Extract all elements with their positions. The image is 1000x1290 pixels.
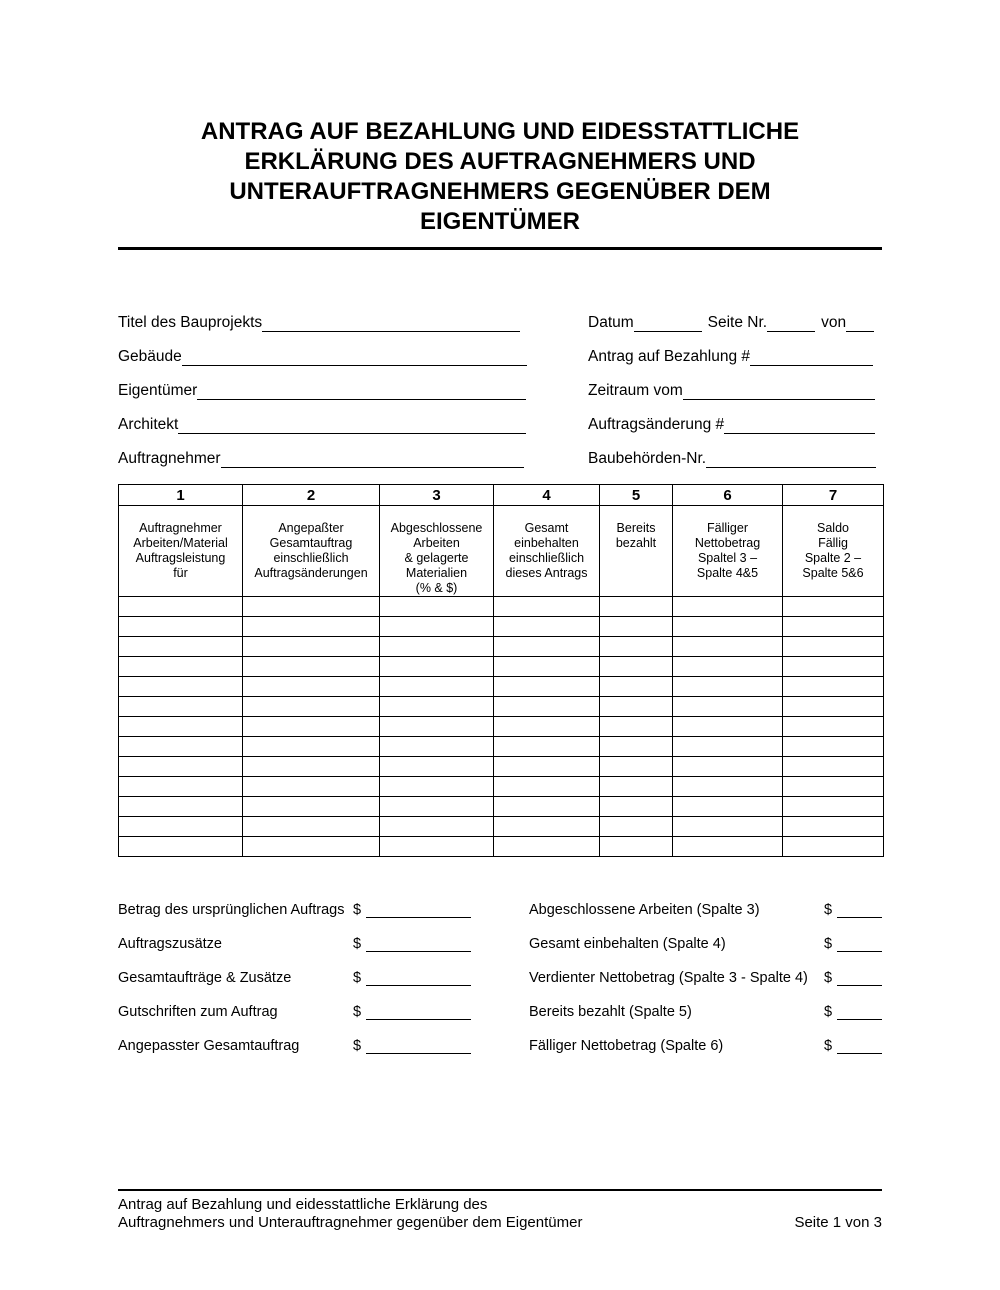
currency-symbol: $ (824, 1038, 833, 1054)
table-row (119, 737, 884, 757)
table-cell[interactable] (673, 657, 783, 677)
table-cell[interactable] (600, 677, 673, 697)
project-title-input[interactable] (262, 315, 520, 332)
currency-symbol: $ (824, 902, 833, 918)
authority-no-field[interactable] (588, 448, 876, 468)
table-row (119, 717, 884, 737)
summary-label: Gesamtaufträge & Zusätze (118, 970, 292, 986)
table-cell[interactable] (494, 797, 600, 817)
table-cell[interactable] (600, 837, 673, 857)
table-cell[interactable] (380, 817, 494, 837)
table-cell[interactable] (119, 797, 243, 817)
table-row (119, 777, 884, 797)
table-cell[interactable] (380, 717, 494, 737)
table-cell[interactable] (380, 657, 494, 677)
table-cell[interactable] (380, 697, 494, 717)
table-cell[interactable] (600, 657, 673, 677)
document-title (118, 117, 882, 237)
architect-label: Architekt (118, 416, 179, 433)
change-order-input[interactable] (724, 417, 875, 434)
footer-line: Auftragnehmers und Unterauftragnehmer gegenüber dem Eigentümer (118, 1214, 583, 1231)
building-field[interactable] (118, 346, 527, 366)
table-cell[interactable] (119, 597, 243, 617)
table-cell[interactable] (119, 837, 243, 857)
title-line: UNTERAUFTRAGNEHMERS GEGENÜBER DEM (229, 178, 771, 205)
table-cell[interactable] (380, 597, 494, 617)
table-cell[interactable] (243, 697, 380, 717)
column-number-row (119, 485, 884, 506)
column-header (380, 506, 494, 597)
table-row (119, 797, 884, 817)
change-order-field[interactable] (588, 414, 875, 434)
building-input[interactable] (182, 349, 527, 366)
header-line: Saldo (817, 521, 849, 535)
column-header (600, 506, 673, 597)
table-cell[interactable] (119, 617, 243, 637)
date-label: Datum (588, 314, 634, 331)
architect-input[interactable] (178, 417, 526, 434)
table-cell[interactable] (380, 737, 494, 757)
table-cell[interactable] (119, 697, 243, 717)
header-line: Auftragsleistung (135, 551, 226, 565)
table-cell[interactable] (243, 837, 380, 857)
owner-field[interactable] (118, 380, 526, 400)
table-cell[interactable] (494, 677, 600, 697)
header-line: (% & $) (415, 581, 458, 595)
column-header (243, 506, 380, 597)
table-cell[interactable] (783, 757, 884, 777)
table-cell[interactable] (600, 597, 673, 617)
payment-request-label: Antrag auf Bezahlung # (588, 348, 751, 365)
table-cell[interactable] (600, 737, 673, 757)
column-number: 7 (783, 485, 884, 506)
table-row (119, 837, 884, 857)
table-cell[interactable] (380, 797, 494, 817)
header-line: dieses Antrags (505, 566, 588, 580)
table-cell[interactable] (783, 737, 884, 757)
header-line: Abgeschlossene (390, 521, 483, 535)
owner-label: Eigentümer (118, 382, 198, 399)
table-cell[interactable] (494, 757, 600, 777)
table-row (119, 657, 884, 677)
table-cell[interactable] (673, 757, 783, 777)
table-row (119, 697, 884, 717)
amount-input[interactable] (837, 1019, 882, 1020)
architect-field[interactable] (118, 414, 526, 434)
currency-symbol: $ (353, 902, 362, 918)
table-cell[interactable] (600, 617, 673, 637)
table-cell[interactable] (783, 617, 884, 637)
column-header (494, 506, 600, 597)
currency-symbol: $ (353, 970, 362, 986)
payment-request-field[interactable] (588, 346, 873, 366)
table-cell[interactable] (673, 797, 783, 817)
column-number: 3 (380, 485, 494, 506)
table-cell[interactable] (494, 657, 600, 677)
header-line: bezahlt (615, 536, 657, 550)
table-cell[interactable] (243, 657, 380, 677)
column-number: 1 (119, 485, 243, 506)
amount-input[interactable] (366, 1053, 471, 1054)
table-cell[interactable] (783, 697, 884, 717)
table-cell[interactable] (380, 677, 494, 697)
footer-text (118, 1196, 582, 1232)
table-cell[interactable] (600, 817, 673, 837)
table-cell[interactable] (494, 617, 600, 637)
table-cell[interactable] (600, 797, 673, 817)
table-cell[interactable] (783, 817, 884, 837)
table-cell[interactable] (600, 717, 673, 737)
table-cell[interactable] (494, 597, 600, 617)
table-cell[interactable] (494, 837, 600, 857)
column-number: 6 (673, 485, 783, 506)
table-cell[interactable] (243, 677, 380, 697)
table-cell[interactable] (243, 737, 380, 757)
header-line: einschließlich (508, 551, 585, 565)
page-number: Seite 1 von 3 (794, 1214, 882, 1231)
column-header (783, 506, 884, 597)
currency-symbol: $ (353, 936, 362, 952)
date-page-field[interactable] (588, 312, 874, 332)
contractor-field[interactable] (118, 448, 524, 468)
amount-input[interactable] (837, 985, 882, 986)
page-no-input[interactable] (767, 315, 815, 332)
table-cell[interactable] (494, 777, 600, 797)
table-cell[interactable] (600, 697, 673, 717)
title-line: EIGENTÜMER (419, 208, 580, 235)
amount-input[interactable] (837, 1053, 882, 1054)
summary-label: Gesamt einbehalten (Spalte 4) (529, 936, 726, 952)
table-cell[interactable] (380, 777, 494, 797)
table-cell[interactable] (783, 777, 884, 797)
table-cell[interactable] (494, 717, 600, 737)
currency-symbol: $ (824, 936, 833, 952)
header-line: Auftragsänderungen (254, 566, 368, 580)
currency-symbol: $ (824, 970, 833, 986)
table-row (119, 757, 884, 777)
table-cell[interactable] (380, 757, 494, 777)
table-cell[interactable] (783, 637, 884, 657)
table-row (119, 637, 884, 657)
table-row (119, 597, 884, 617)
header-line: Spalte 5&6 (802, 566, 864, 580)
table-cell[interactable] (380, 617, 494, 637)
contractor-label: Auftragnehmer (118, 450, 221, 467)
of-label: von (821, 314, 847, 331)
table-cell[interactable] (119, 757, 243, 777)
authority-no-label: Baubehörden-Nr. (588, 450, 707, 467)
table-cell[interactable] (783, 657, 884, 677)
change-order-label: Auftragsänderung # (588, 416, 725, 433)
currency-symbol: $ (353, 1038, 362, 1054)
title-line: ERKLÄRUNG DES AUFTRAGNEHMERS UND (244, 148, 756, 175)
table-cell[interactable] (243, 617, 380, 637)
table-cell[interactable] (243, 637, 380, 657)
summary-label: Abgeschlossene Arbeiten (Spalte 3) (529, 902, 760, 918)
header-line: Gesamtauftrag (269, 536, 353, 550)
table-cell[interactable] (783, 597, 884, 617)
header-line: Gesamt (524, 521, 569, 535)
header-line: Spalte 2 – (804, 551, 862, 565)
header-line: einschließlich (273, 551, 349, 565)
table-cell[interactable] (673, 697, 783, 717)
summary-label: Angepasster Gesamtauftrag (118, 1038, 300, 1054)
summary-label: Gutschriften zum Auftrag (118, 1004, 278, 1020)
table-cell[interactable] (243, 717, 380, 737)
summary-label: Bereits bezahlt (Spalte 5) (529, 1004, 692, 1020)
table-cell[interactable] (494, 637, 600, 657)
table-cell[interactable] (243, 777, 380, 797)
column-number: 5 (600, 485, 673, 506)
table-cell[interactable] (380, 837, 494, 857)
header-line: Spaltel 3 – (697, 551, 758, 565)
table-cell[interactable] (119, 737, 243, 757)
table-cell[interactable] (119, 637, 243, 657)
header-line: Spalte 4&5 (696, 566, 759, 580)
table-cell[interactable] (673, 617, 783, 637)
table-cell[interactable] (673, 737, 783, 757)
table-cell[interactable] (673, 817, 783, 837)
column-header-row (119, 506, 884, 597)
header-line: für (173, 566, 188, 580)
table-cell[interactable] (783, 837, 884, 857)
summary-label: Fälliger Nettobetrag (Spalte 6) (529, 1038, 724, 1054)
header-line: Nettobetrag (694, 536, 761, 550)
summary-label: Verdienter Nettobetrag (Spalte 3 - Spalte 4) (529, 970, 808, 986)
table-cell[interactable] (783, 677, 884, 697)
project-title-field[interactable] (118, 312, 520, 332)
table-cell[interactable] (673, 637, 783, 657)
summary-label: Betrag des ursprünglichen Auftrags (118, 902, 345, 918)
header-line: & gelagerte (404, 551, 469, 565)
title-line: ANTRAG AUF BEZAHLUNG UND EIDESSTATTLICHE (200, 118, 800, 145)
table-row (119, 617, 884, 637)
period-from-label: Zeitraum vom (588, 382, 683, 399)
building-label: Gebäude (118, 348, 182, 365)
project-title-label: Titel des Bauprojekts (118, 314, 263, 331)
table-cell[interactable] (119, 657, 243, 677)
header-line: Fälliger (707, 521, 748, 535)
payment-request-input[interactable] (750, 349, 873, 366)
table-cell[interactable] (673, 837, 783, 857)
column-header (119, 506, 243, 597)
currency-symbol: $ (824, 1004, 833, 1020)
page-total-input[interactable] (846, 315, 874, 332)
authority-no-input[interactable] (706, 451, 876, 468)
period-from-field[interactable] (588, 380, 875, 400)
column-header (673, 506, 783, 597)
header-line: Materialien (405, 566, 468, 580)
amount-input[interactable] (837, 917, 882, 918)
table-cell[interactable] (494, 817, 600, 837)
table-cell[interactable] (783, 797, 884, 817)
amount-input[interactable] (366, 917, 471, 918)
table-row (119, 677, 884, 697)
table-cell[interactable] (673, 717, 783, 737)
table-cell[interactable] (600, 777, 673, 797)
period-from-input[interactable] (683, 383, 875, 400)
amount-input[interactable] (366, 985, 471, 986)
table-cell[interactable] (119, 677, 243, 697)
currency-symbol: $ (353, 1004, 362, 1020)
table-cell[interactable] (600, 757, 673, 777)
table-cell[interactable] (119, 817, 243, 837)
table-cell[interactable] (380, 637, 494, 657)
table-cell[interactable] (119, 777, 243, 797)
amount-input[interactable] (366, 951, 471, 952)
title-divider (118, 247, 882, 250)
column-number: 2 (243, 485, 380, 506)
header-line: Angepaßter (278, 521, 344, 535)
header-line: Arbeiten/Material (133, 536, 228, 550)
table-cell[interactable] (494, 737, 600, 757)
table-cell[interactable] (243, 597, 380, 617)
page-no-label: Seite Nr. (707, 314, 768, 331)
table-cell[interactable] (243, 817, 380, 837)
table-row (119, 817, 884, 837)
table-cell[interactable] (119, 717, 243, 737)
footer-line: Antrag auf Bezahlung und eidesstattliche Erklärung des (118, 1196, 488, 1213)
table-cell[interactable] (673, 777, 783, 797)
payment-table (118, 484, 884, 857)
owner-input[interactable] (197, 383, 526, 400)
table-cell[interactable] (673, 677, 783, 697)
amount-input[interactable] (837, 951, 882, 952)
table-cell[interactable] (243, 797, 380, 817)
table-cell[interactable] (600, 637, 673, 657)
footer-divider (118, 1189, 882, 1191)
header-line: Auftragnehmer (139, 521, 222, 535)
table-cell[interactable] (673, 597, 783, 617)
header-line: einbehalten (514, 536, 579, 550)
header-line: Bereits (616, 521, 656, 535)
column-number: 4 (494, 485, 600, 506)
contractor-input[interactable] (221, 451, 524, 468)
table-cell[interactable] (243, 757, 380, 777)
date-input[interactable] (634, 315, 702, 332)
summary-label: Auftragszusätze (118, 936, 222, 952)
header-line: Arbeiten (413, 536, 460, 550)
amount-input[interactable] (366, 1019, 471, 1020)
table-cell[interactable] (783, 717, 884, 737)
header-line: Fällig (818, 536, 848, 550)
table-cell[interactable] (494, 697, 600, 717)
